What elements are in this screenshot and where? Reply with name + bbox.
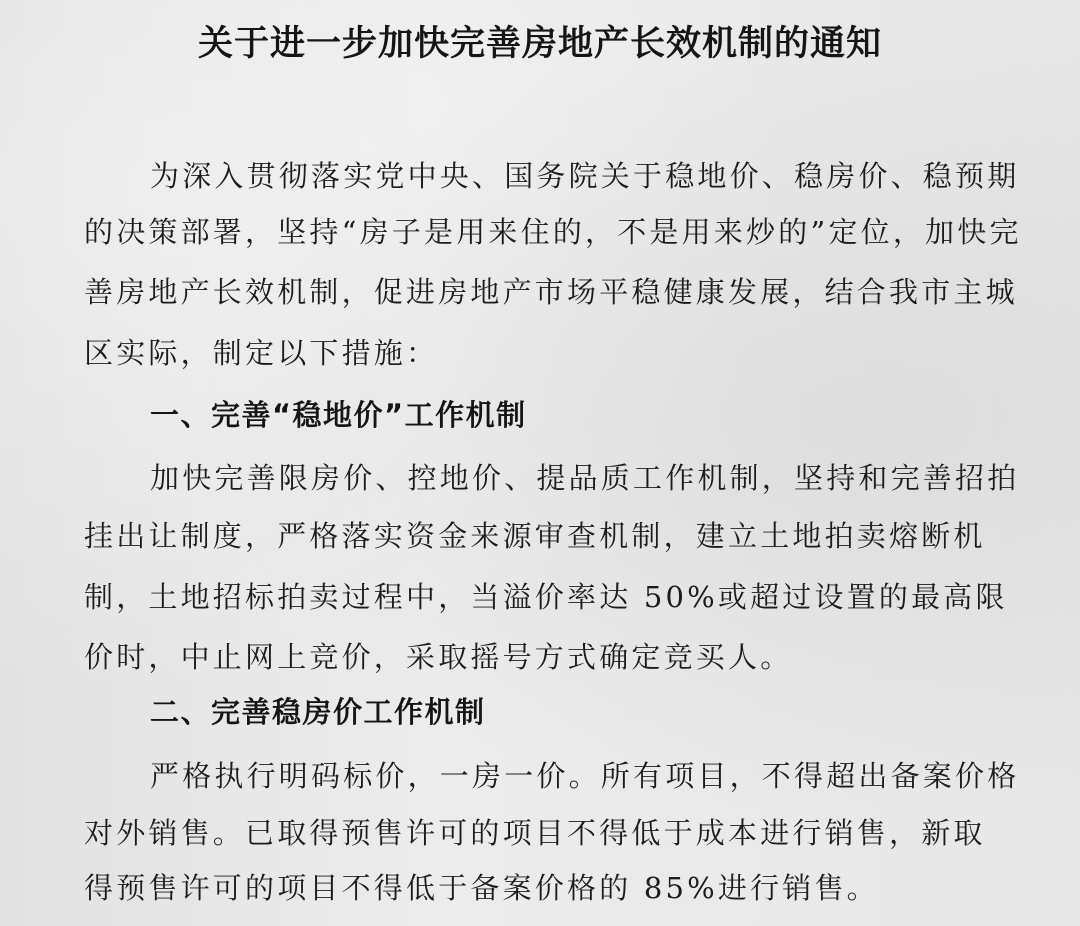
section-2-line-3: 得预售许可的项目不得低于备案价格的 85%进行销售。 [84,871,879,905]
intro-line-3: 善房地产长效机制，促进房地产市场平稳健康发展，结合我市主城 [84,275,1018,309]
section-1-line-2: 挂出让制度，严格落实资金来源审查机制，建立土地拍卖熔断机 [84,519,986,553]
intro-line-1: 为深入贯彻落实党中央、国务院关于稳地价、稳房价、稳预期 [150,159,1020,193]
intro-line-4: 区实际，制定以下措施： [84,336,439,370]
section-2-heading: 二、完善稳房价工作机制 [150,695,486,729]
section-2-line-1: 严格执行明码标价，一房一价。所有项目，不得超出备案价格 [150,759,1020,793]
section-1-heading: 一、完善“稳地价”工作机制 [150,398,527,432]
section-2-line-2: 对外销售。已取得预售许可的项目不得低于成本进行销售，新取 [84,816,986,850]
intro-line-2: 的决策部署，坚持“房子是用来住的，不是用来炒的”定位，加快完 [84,215,1022,249]
section-1-line-1: 加快完善限房价、控地价、提品质工作机制，坚持和完善招拍 [150,461,1020,495]
section-1-line-3: 制，土地招标拍卖过程中，当溢价率达 50%或超过设置的最高限 [84,580,1008,614]
document-title: 关于进一步加快完善房地产长效机制的通知 [197,24,882,64]
section-1-line-4: 价时，中止网上竞价，采取摇号方式确定竞买人。 [84,640,793,674]
